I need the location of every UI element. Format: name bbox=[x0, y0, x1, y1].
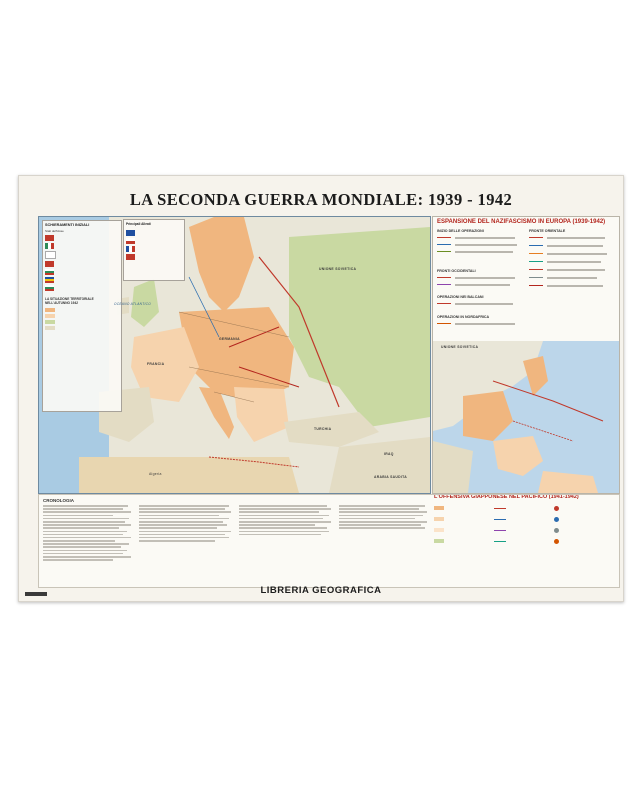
legend-text bbox=[455, 284, 510, 286]
flag-icon bbox=[126, 238, 135, 244]
poster-title: LA SECONDA GUERRA MONDIALE: 1939 - 1942 bbox=[129, 190, 513, 209]
legend-text bbox=[455, 237, 515, 239]
legend-line bbox=[437, 284, 451, 285]
flag-icon bbox=[45, 285, 54, 291]
legend-heading: SCHIERAMENTI INIZIALI bbox=[45, 223, 90, 227]
flag-icon bbox=[126, 254, 135, 260]
legend-line bbox=[529, 245, 543, 246]
legend-text bbox=[547, 237, 605, 239]
pacific-legend bbox=[434, 502, 616, 586]
chronology-band bbox=[38, 494, 620, 588]
legend-line bbox=[437, 323, 451, 324]
legend-line bbox=[437, 251, 451, 252]
legend-text bbox=[547, 269, 605, 271]
pac-line bbox=[494, 519, 506, 520]
pac-line bbox=[494, 541, 506, 542]
legend-line bbox=[529, 253, 543, 254]
chronology-col-1 bbox=[43, 505, 133, 562]
legend-box bbox=[42, 220, 122, 412]
legend-text bbox=[455, 251, 513, 253]
chronology-col-2 bbox=[139, 505, 234, 543]
right-panel bbox=[432, 216, 620, 494]
legend-text bbox=[547, 261, 601, 263]
rp-sub3: OPERAZIONI IN NORDAFRICA bbox=[437, 315, 490, 319]
pacific-title: L'OFFENSIVA GIAPPONESE NEL PACIFICO (1941-1942) bbox=[434, 494, 579, 500]
pac-line bbox=[494, 530, 506, 531]
flag-icon bbox=[45, 243, 54, 249]
legend-text bbox=[455, 323, 515, 325]
chronology-col-4 bbox=[339, 505, 429, 531]
legend-territorial: LA SITUAZIONE TERRITORIALE NELL'AUTUNNO 1942 bbox=[45, 297, 94, 305]
legend-text bbox=[455, 303, 513, 305]
poster-footer: LIBRERIA GEOGRAFICA bbox=[260, 585, 382, 596]
chronology-col-3 bbox=[239, 505, 334, 537]
pac-dot bbox=[554, 506, 559, 511]
label-germany: GERMANIA bbox=[219, 337, 240, 341]
swatch-occupied bbox=[45, 314, 55, 318]
label-ussr: UNIONE SOVIETICA bbox=[319, 267, 357, 271]
flag-icon bbox=[45, 261, 54, 267]
pac-dot bbox=[554, 539, 559, 544]
pacific-map-drawing bbox=[433, 341, 619, 493]
legend-text bbox=[547, 253, 607, 255]
flag-icon bbox=[126, 246, 135, 252]
rp-sub1: FRONTI OCCIDENTALI bbox=[437, 269, 476, 273]
pac-line bbox=[494, 508, 506, 509]
rp-col-right: FRONTE ORIENTALE bbox=[529, 229, 566, 233]
legend-line bbox=[529, 277, 543, 278]
legend-text bbox=[547, 245, 603, 247]
pac-swatch bbox=[434, 539, 444, 543]
rp-sub2: OPERAZIONI NEI BALCANI bbox=[437, 295, 484, 299]
pac-dot bbox=[554, 517, 559, 522]
legend-line bbox=[437, 303, 451, 304]
allies-legend bbox=[123, 219, 185, 281]
europe-map bbox=[38, 216, 431, 494]
pacific-map bbox=[433, 341, 619, 493]
flag-icon bbox=[126, 230, 135, 236]
label-arabia: ARABIA SAUDITA bbox=[374, 475, 408, 479]
chronology-heading: CRONOLOGIA bbox=[43, 498, 74, 503]
europe-legend bbox=[42, 220, 120, 410]
legend-text bbox=[455, 277, 515, 279]
label-algeria: Algeria bbox=[149, 472, 162, 476]
map-poster bbox=[18, 175, 624, 602]
legend-line bbox=[529, 285, 543, 286]
allies-heading: Principali Alleati bbox=[126, 222, 151, 226]
label-ocean: OCEANO ATLANTICO bbox=[114, 302, 152, 306]
pac-swatch bbox=[434, 528, 444, 532]
legend-line bbox=[437, 237, 451, 238]
allies-flags bbox=[124, 228, 184, 262]
flag-icon bbox=[45, 277, 54, 283]
legend-line bbox=[529, 237, 543, 238]
legend-line bbox=[529, 269, 543, 270]
swatch-allies bbox=[45, 320, 55, 324]
swatch-axis bbox=[45, 308, 55, 312]
legend-axis-heading: Stati dell'Asse bbox=[45, 229, 64, 233]
rp-col-left: INIZIO DELLE OPERAZIONI bbox=[437, 229, 484, 233]
label-turkey: TURCHIA bbox=[314, 427, 332, 431]
flag-icon bbox=[45, 251, 56, 259]
legend-flags bbox=[43, 233, 121, 293]
label-iraq: IRAQ bbox=[384, 452, 394, 456]
pac-swatch bbox=[434, 506, 444, 510]
legend-text bbox=[547, 285, 603, 287]
flag-icon bbox=[45, 269, 54, 275]
legend-line bbox=[437, 277, 451, 278]
label-france: FRANCIA bbox=[147, 362, 165, 366]
legend-text bbox=[455, 244, 517, 246]
swatch-neutral bbox=[45, 326, 55, 330]
pac-swatch bbox=[434, 517, 444, 521]
legend-line bbox=[437, 244, 451, 245]
pac-dot bbox=[554, 528, 559, 533]
right-panel-title: ESPANSIONE DEL NAZIFASCISMO IN EUROPA (1939-1942) bbox=[437, 219, 606, 225]
flag-icon bbox=[45, 235, 54, 241]
legend-swatches bbox=[43, 306, 121, 332]
legend-text bbox=[547, 277, 597, 279]
label-ussr-pacific: UNIONE SOVIETICA bbox=[441, 345, 479, 349]
legend-line bbox=[529, 261, 543, 262]
